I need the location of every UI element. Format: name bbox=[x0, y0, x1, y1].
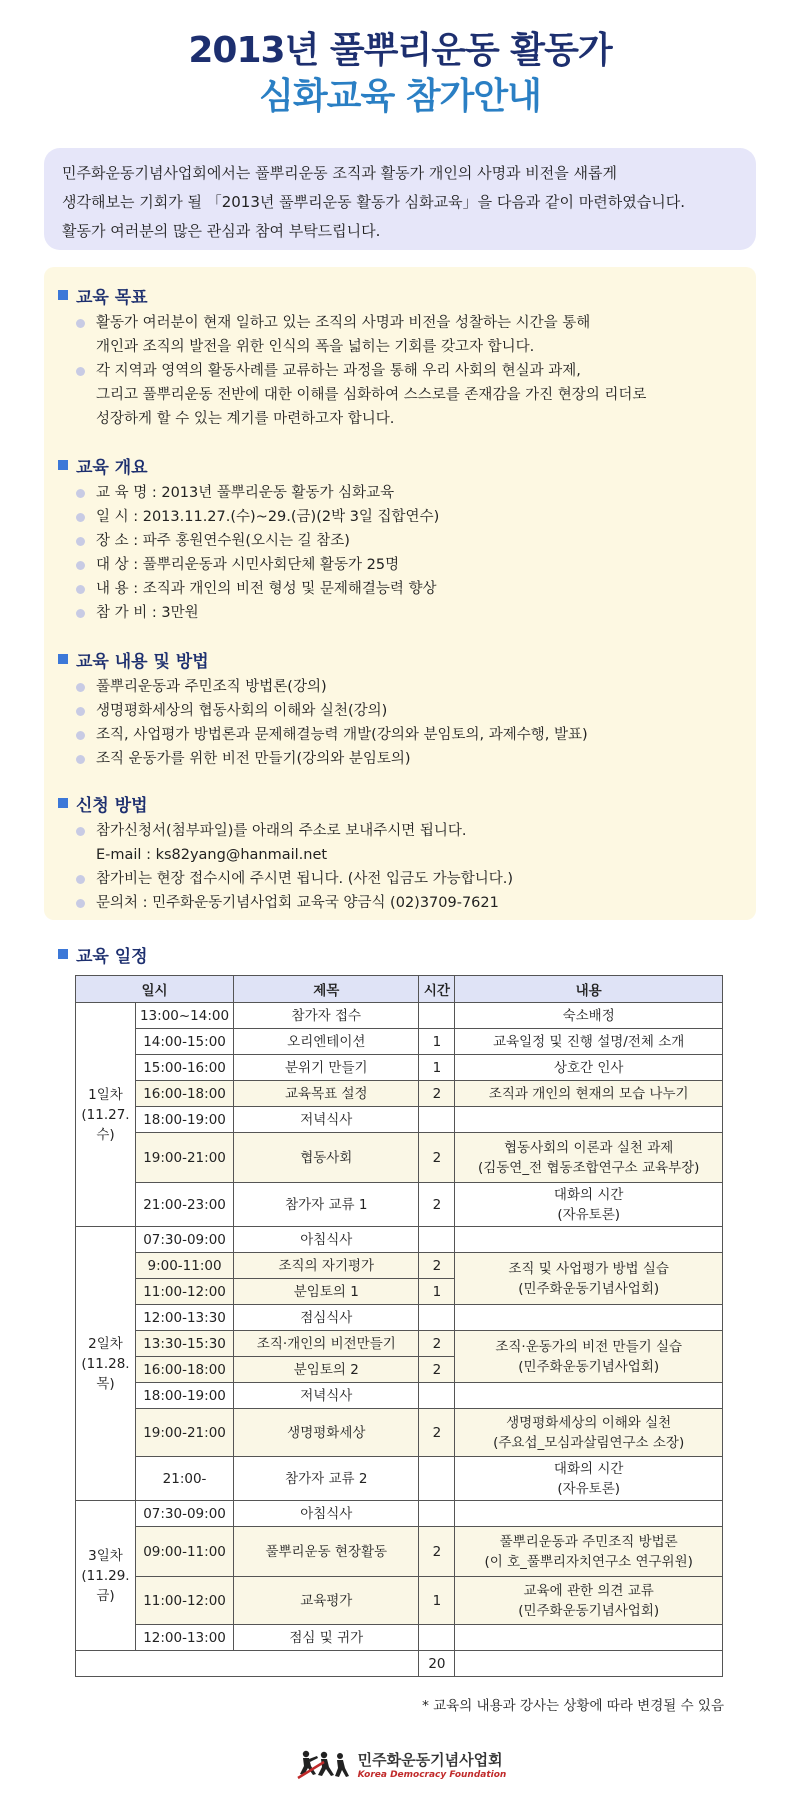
overview-section bbox=[58, 451, 439, 625]
list-item: 조직, 사업평가 방법론과 문제해결능력 개발(강의와 분임토의, 과제수행, 발표) bbox=[74, 723, 588, 747]
info-box bbox=[44, 267, 756, 920]
table-row: 11:00-12:00 분임토의 1 1 bbox=[76, 1279, 723, 1305]
square-bullet-icon bbox=[58, 654, 68, 664]
table-row: 21:00-23:00 참가자 교류 1 2 대화의 시간 (자유토론) bbox=[76, 1183, 723, 1227]
table-row: 2일차 (11.28. 목) 07:30-09:00 아침식사 bbox=[76, 1227, 723, 1253]
table-row: 9:00-11:00 조직의 자기평가 2 조직 및 사업평가 방법 실습 (민주화운동기념사업회) bbox=[76, 1253, 723, 1279]
content-section bbox=[58, 645, 588, 771]
footer-org-name: 민주화운동기념사업회 bbox=[357, 1750, 503, 1769]
schedule-heading: 교육 일정 bbox=[58, 940, 148, 968]
list-item: 문의처 : 민주화운동기념사업회 교육국 양금식 (02)3709-7621 bbox=[74, 891, 513, 915]
table-header: 일시 제목 시간 내용 bbox=[76, 976, 723, 1003]
table-row: 14:00-15:00 오리엔테이션 1 교육일정 및 진행 설명/전체 소개 bbox=[76, 1029, 723, 1055]
page-subtitle: 심화교육 참가안내 bbox=[259, 76, 541, 117]
table-row: 18:00-19:00 저녁식사 bbox=[76, 1107, 723, 1133]
table-row: 18:00-19:00 저녁식사 bbox=[76, 1383, 723, 1409]
table-row: 13:30-15:30 조직·개인의 비전만들기 2 조직·운동가의 비전 만들기 실습 (민주화운동기념사업회) bbox=[76, 1331, 723, 1357]
list-item: 각 지역과 영역의 활동사례를 교류하는 과정을 통해 우리 사회의 현실과 과제, 그리고 풀뿌리운동 전반에 대한 이해를 심화하여 스스로를 존재감을 가진 현장의 리더로 성장하게 할 수 있는 계기를 마련하고자 합니다. bbox=[74, 359, 646, 431]
table-row: 19:00-21:00 협동사회 2 협동사회의 이론과 실천 과제 (김동연_전 협동조합연구소 교육부장) bbox=[76, 1133, 723, 1183]
list-item: 참가신청서(첨부파일)를 아래의 주소로 보내주시면 됩니다. E-mail : ks82yang@hanmail.net bbox=[74, 819, 513, 867]
list-item: 일 시 : 2013.11.27.(수)~29.(금)(2박 3일 집합연수) bbox=[74, 505, 439, 529]
total-hours: 20 bbox=[419, 1651, 455, 1677]
list-item: 교 육 명 : 2013년 풀뿌리운동 활동가 심화교육 bbox=[74, 481, 439, 505]
footer-logo bbox=[0, 1748, 800, 1780]
goal-section bbox=[58, 281, 646, 431]
list-item: 생명평화세상의 협동사회의 이해와 실천(강의) bbox=[74, 699, 588, 723]
square-bullet-icon bbox=[58, 798, 68, 808]
day-cell: 2일차 (11.28. 목) bbox=[76, 1227, 136, 1501]
foundation-logo-icon bbox=[294, 1748, 352, 1780]
section-heading: 교육 목표 bbox=[76, 287, 148, 308]
table-row: 21:00- 참가자 교류 2 대화의 시간 (자유토론) bbox=[76, 1457, 723, 1501]
list-item: 풀뿌리운동과 주민조직 방법론(강의) bbox=[74, 675, 588, 699]
page-title: 2013년 풀뿌리운동 활동가 bbox=[188, 30, 612, 71]
total-row bbox=[76, 1651, 723, 1677]
day-cell: 1일차 (11.27. 수) bbox=[76, 1003, 136, 1227]
intro-box bbox=[44, 148, 756, 250]
table-row: 11:00-12:00 교육평가 1 교육에 관한 의견 교류 (민주화운동기념사업회) bbox=[76, 1577, 723, 1625]
footer-org-name-en: Korea Democracy Foundation bbox=[357, 1769, 507, 1780]
list-item: 활동가 여러분이 현재 일하고 있는 조직의 사명과 비전을 성찰하는 시간을 통해 개인과 조직의 발전을 위한 인식의 폭을 넓히는 기회를 갖고자 합니다. bbox=[74, 311, 646, 359]
table-row: 16:00-18:00 분임토의 2 2 bbox=[76, 1357, 723, 1383]
schedule-table bbox=[75, 975, 723, 1677]
table-row: 12:00-13:30 점심식사 bbox=[76, 1305, 723, 1331]
intro-line: 생각해보는 기회가 될 「2013년 풀뿌리운동 활동가 심화교육」을 다음과 같이 마련하였습니다. bbox=[62, 193, 686, 211]
table-row: 19:00-21:00 생명평화세상 2 생명평화세상의 이해와 실천 (주요섭_모심과살림연구소 소장) bbox=[76, 1409, 723, 1457]
intro-line: 활동가 여러분의 많은 관심과 참여 부탁드립니다. bbox=[62, 222, 381, 240]
email-text: E-mail : ks82yang@hanmail.net bbox=[96, 847, 328, 863]
section-heading: 교육 개요 bbox=[76, 457, 148, 478]
square-bullet-icon bbox=[58, 290, 68, 300]
intro-line: 민주화운동기념사업회에서는 풀뿌리운동 조직과 활동가 개인의 사명과 비전을 새롭게 bbox=[62, 164, 618, 182]
section-heading: 신청 방법 bbox=[76, 795, 148, 816]
list-item: 장 소 : 파주 홍원연수원(오시는 길 참조) bbox=[74, 529, 439, 553]
table-row: 3일차 (11.29. 금) 07:30-09:00 아침식사 bbox=[76, 1501, 723, 1527]
list-item: 내 용 : 조직과 개인의 비전 형성 및 문제해결능력 향상 bbox=[74, 577, 439, 601]
table-row: 1일차 (11.27. 수) 13:00~14:00 참가자 접수 숙소배정 bbox=[76, 1003, 723, 1029]
table-row: 12:00-13:00 점심 및 귀가 bbox=[76, 1625, 723, 1651]
table-row: 16:00-18:00 교육목표 설정 2 조직과 개인의 현재의 모습 나누기 bbox=[76, 1081, 723, 1107]
table-row: 09:00-11:00 풀뿌리운동 현장활동 2 풀뿌리운동과 주민조직 방법론 (이 호_풀뿌리자치연구소 연구위원) bbox=[76, 1527, 723, 1577]
change-note: * 교육의 내용과 강사는 상황에 따라 변경될 수 있음 bbox=[422, 1698, 724, 1714]
list-item: 참가비는 현장 접수시에 주시면 됩니다. (사전 입금도 가능합니다.) bbox=[74, 867, 513, 891]
table-row: 15:00-16:00 분위기 만들기 1 상호간 인사 bbox=[76, 1055, 723, 1081]
day-cell: 3일차 (11.29. 금) bbox=[76, 1501, 136, 1651]
section-heading: 교육 내용 및 방법 bbox=[76, 651, 209, 672]
square-bullet-icon bbox=[58, 949, 68, 959]
list-item: 조직 운동가를 위한 비전 만들기(강의와 분임토의) bbox=[74, 747, 588, 771]
apply-section bbox=[58, 789, 513, 915]
square-bullet-icon bbox=[58, 460, 68, 470]
list-item: 대 상 : 풀뿌리운동과 시민사회단체 활동가 25명 bbox=[74, 553, 439, 577]
list-item: 참 가 비 : 3만원 bbox=[74, 601, 439, 625]
